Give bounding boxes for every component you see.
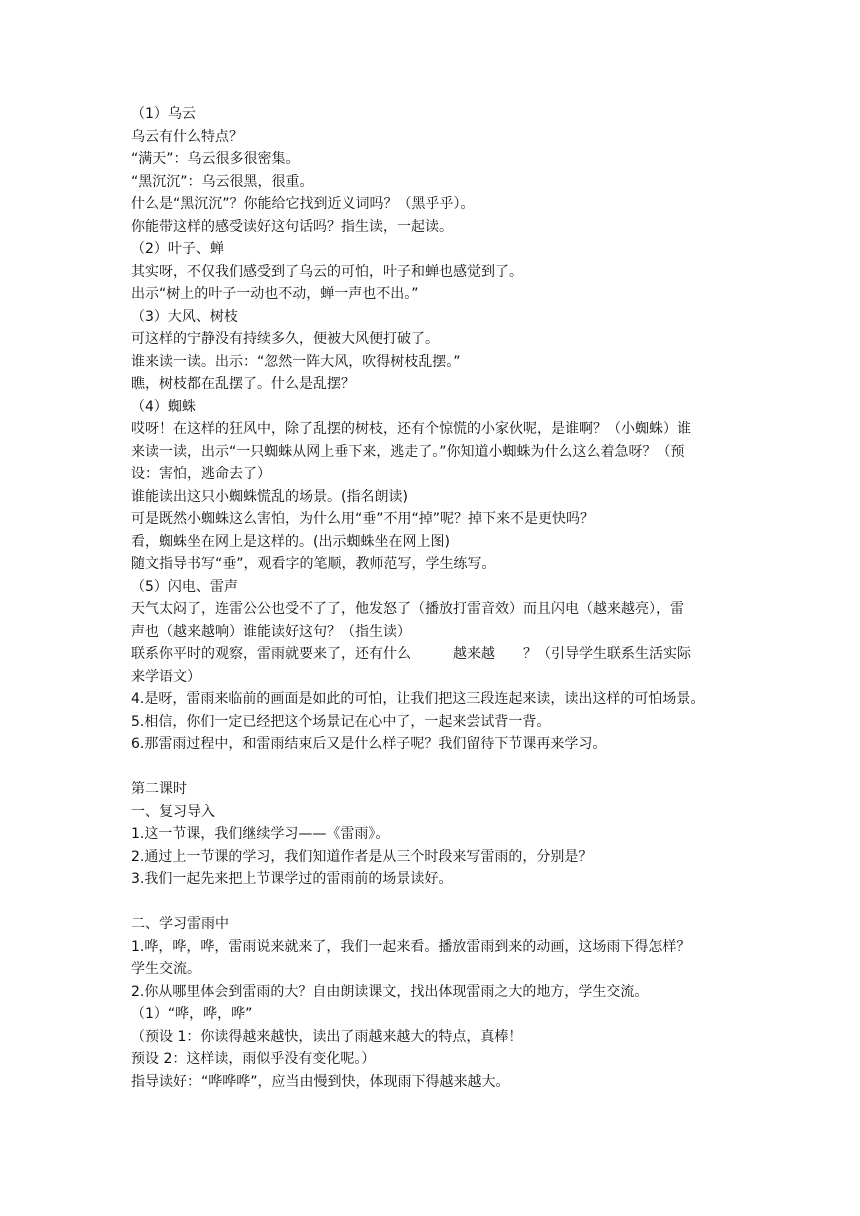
text-line: 哎呀！在这样的狂风中，除了乱摆的树枝，还有个惊慌的小家伙呢，是谁啊？（小蜘蛛）谁 [131, 421, 691, 437]
text-line: （5）闪电、雷声 [131, 578, 238, 595]
text-line: “满天”：乌云很多很密集。 [131, 151, 300, 167]
text-line: 6.那雷雨过程中，和雷雨结束后又是什么样子呢？我们留待下节课再来学习。 [131, 736, 607, 752]
text-line: （3）大风、树枝 [131, 308, 238, 325]
text-line: （1）乌云 [131, 106, 196, 122]
text-line: 随文指导书写“垂”，观看字的笔顺，教师范写，学生练写。 [131, 556, 496, 572]
text-line: （1）“哗，哗，哗” [131, 1006, 253, 1022]
text-line: 二、学习雷雨中 [131, 916, 229, 932]
text-line: 看，蜘蛛坐在网上是这样的。(出示蜘蛛坐在网上图) [131, 533, 450, 550]
text-line: 学生交流。 [131, 961, 201, 977]
text-line: 设：害怕，逃命去了） [131, 466, 271, 482]
text-line: （预设 1：你读得越来越快，读出了雨越来越大的特点，真棒！ [131, 1028, 523, 1045]
text-line: 1.哗，哗，哗，雷雨说来就来了，我们一起来看。播放雷雨到来的动画，这场雨下得怎样？ [131, 938, 691, 955]
text-line: 指导读好：“哗哗哗”，应当由慢到快，体现雨下得越来越大。 [131, 1073, 510, 1090]
text-line: 你能带这样的感受读好这句话吗？指生读，一起读。 [131, 218, 453, 235]
text-line: 瞧，树枝都在乱摆了。什么是乱摆？ [131, 376, 355, 392]
text-line: 天气太闷了，连雷公公也受不了了，他发怒了（播放打雷音效）而且闪电（越来越亮），雷 [131, 601, 684, 617]
text-line: 4.是呀，雷雨来临前的画面是如此的可怕，让我们把这三段连起来读，读出这样的可怕场景。 [131, 691, 705, 707]
text-line: 声也（越来越响）谁能读好这句？（指生读） [131, 623, 411, 640]
text-line: 其实呀，不仅我们感受到了乌云的可怕，叶子和蝉也感觉到了。 [131, 263, 523, 280]
text-line: 2.你从哪里体会到雷雨的大？自由朗读课文，找出体现雷雨之大的地方，学生交流。 [131, 983, 649, 1000]
text-line: 3.我们一起先来把上节课学过的雷雨前的场景读好。 [131, 871, 453, 887]
text-line: 谁来读一读。出示：“忽然一阵大风，吹得树枝乱摆。” [131, 353, 461, 370]
blank-line [131, 891, 741, 914]
text-line: 可是既然小蜘蛛这么害怕，为什么用“垂”不用“掉”呢？掉下来不是更快吗？ [131, 511, 595, 527]
text-line: 5.相信，你们一定已经把这个场景记在心中了，一起来尝试背一背。 [131, 713, 551, 730]
text-line: 出示“树上的叶子一动也不动，蝉一声也不出。” [131, 286, 419, 302]
blank-line [131, 756, 741, 779]
text-line: 第二课时 [131, 781, 187, 797]
text-line: （2）叶子、蝉 [131, 241, 224, 257]
text-line: 可这样的宁静没有持续多久，便被大风便打破了。 [131, 331, 439, 347]
text-line: 来学语文） [131, 668, 201, 685]
document-page [131, 103, 741, 1093]
text-line: （4）蜘蛛 [131, 398, 196, 415]
text-line: 预设 2：这样读，雨似乎没有变化呢。） [131, 1051, 376, 1067]
text-line: 来读一读，出示“一只蜘蛛从网上垂下来，逃走了。”你知道小蜘蛛为什么这么着急呀？（预 [131, 443, 685, 460]
text-line: 谁能读出这只小蜘蛛慌乱的场景。(指名朗读) [131, 488, 408, 505]
text-line: 一、复习导入 [131, 803, 215, 820]
text-line: 乌云有什么特点？ [131, 128, 243, 145]
text-line: 2.通过上一节课的学习，我们知道作者是从三个时段来写雷雨的，分别是？ [131, 848, 593, 865]
text-line: 1.这一节课，我们继续学习——《雷雨》。 [131, 826, 390, 842]
text-line: “黑沉沉”：乌云很黑，很重。 [131, 173, 314, 190]
text-line: 什么是“黑沉沉”？你能给它找到近义词吗？（黑乎乎）。 [131, 196, 475, 212]
text-line: 联系你平时的观察，雷雨就要来了，还有什么 越来越 ？（引导学生联系生活实际 [131, 646, 691, 662]
